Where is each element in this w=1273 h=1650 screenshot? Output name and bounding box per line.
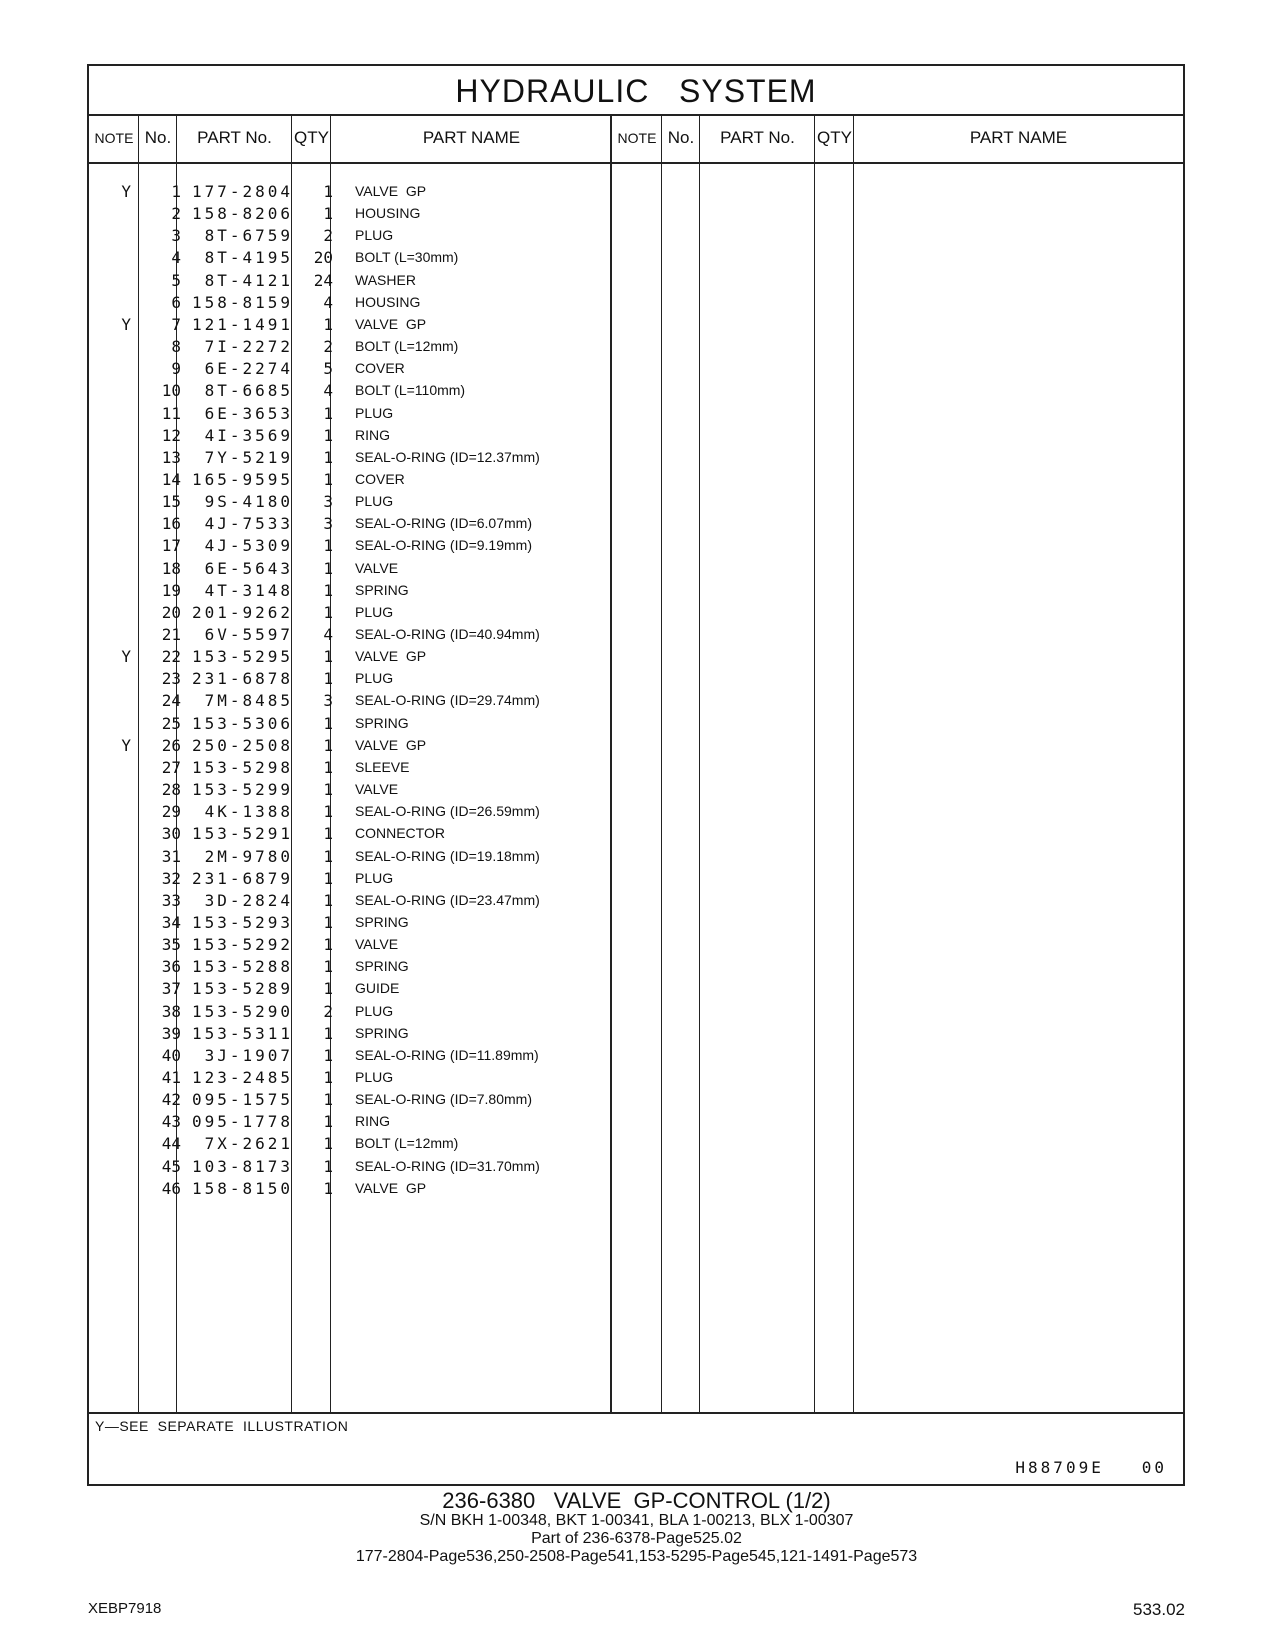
row-part-number: 250-2508: [191, 735, 293, 755]
row-part-name: BOLT (L=110mm): [355, 382, 466, 399]
row-part-name: BOLT (L=30mm): [355, 249, 459, 266]
row-quantity: 1: [323, 935, 333, 955]
row-quantity: 3: [323, 514, 333, 534]
row-quantity: 1: [323, 447, 333, 467]
row-part-name: SPRING: [355, 1024, 409, 1041]
table-row: [89, 534, 1183, 557]
row-number: 45: [161, 1156, 181, 1176]
row-number: 8: [171, 337, 181, 357]
row-number: 38: [161, 1001, 181, 1021]
row-part-number: 8T-6685: [204, 381, 293, 401]
row-part-name: VALVE: [355, 559, 399, 576]
row-quantity: 1: [323, 979, 333, 999]
row-quantity: 1: [323, 425, 333, 445]
table-row: [89, 623, 1183, 646]
row-quantity: 1: [323, 669, 333, 689]
row-quantity: 1: [323, 602, 333, 622]
table-row: [89, 933, 1183, 956]
table-row: [89, 313, 1183, 336]
table-row: [89, 202, 1183, 225]
header-part-no-right: PART No.: [720, 128, 795, 147]
header-no-left: No.: [144, 128, 172, 147]
row-number: 13: [161, 447, 181, 467]
row-part-number: 4K-1388: [204, 802, 293, 822]
row-part-name: SEAL-O-RING (ID=31.70mm): [355, 1157, 540, 1174]
page-title: HYDRAULIC SYSTEM: [89, 66, 1183, 116]
row-part-name: BOLT (L=12mm): [355, 1135, 459, 1152]
table-row: [89, 224, 1183, 247]
row-quantity: 4: [323, 625, 333, 644]
row-quantity: 1: [323, 182, 333, 201]
caption-title: 236-6380 VALVE GP-CONTROL (1/2): [442, 1488, 831, 1513]
row-number: 30: [161, 824, 181, 844]
table-row: [89, 911, 1183, 934]
table-row: [89, 402, 1183, 425]
table-row: [89, 1088, 1183, 1111]
row-part-name: VALVE: [355, 781, 399, 798]
table-row: [89, 1155, 1183, 1178]
table-row: [89, 1132, 1183, 1155]
row-part-number: 4J-7533: [204, 514, 293, 534]
row-part-number: 4J-5309: [204, 536, 293, 556]
row-quantity: 1: [323, 1068, 333, 1087]
row-number: 9: [171, 359, 181, 379]
row-quantity: 24: [313, 270, 333, 290]
row-part-number: 7I-2272: [204, 337, 293, 357]
row-part-name: PLUG: [355, 670, 394, 687]
table-row: [89, 468, 1183, 491]
drawing-code: H88709E 00: [1015, 1458, 1167, 1477]
row-number: 18: [161, 558, 181, 578]
row-part-number: 6E-5643: [204, 558, 293, 578]
table-row: [89, 1110, 1183, 1133]
row-part-name: SEAL-O-RING (ID=26.59mm): [355, 803, 540, 820]
row-quantity: 1: [323, 1090, 333, 1110]
row-part-name: SPRING: [355, 958, 409, 975]
row-quantity: 5: [323, 359, 333, 379]
row-part-name: PLUG: [355, 603, 394, 620]
row-part-name: SLEEVE: [355, 758, 410, 775]
row-part-name: VALVE GP: [355, 315, 427, 332]
row-quantity: 1: [323, 868, 333, 888]
row-quantity: 1: [323, 1112, 333, 1132]
row-quantity: 1: [323, 713, 333, 733]
table-row: [89, 734, 1183, 757]
table-row: [89, 712, 1183, 735]
row-part-number: 9S-4180: [204, 492, 293, 512]
row-number: 4: [171, 248, 181, 268]
row-number: 10: [161, 381, 181, 401]
row-number: 43: [161, 1112, 181, 1132]
table-header: [89, 114, 1183, 164]
row-part-number: 123-2485: [191, 1068, 293, 1087]
row-part-number: 7Y-5219: [204, 447, 293, 467]
row-number: 17: [161, 536, 181, 556]
row-part-name: HOUSING: [355, 205, 421, 222]
row-number: 16: [161, 514, 181, 534]
table-row: [89, 822, 1183, 845]
table-row: [89, 579, 1183, 602]
caption-references: 177-2804-Page536,250-2508-Page541,153-5295-Page545,121-1491-Page573: [355, 1548, 918, 1565]
row-number: 33: [161, 890, 181, 910]
row-quantity: 4: [323, 381, 333, 401]
row-number: 37: [161, 979, 181, 999]
row-part-number: 8T-6759: [204, 226, 293, 246]
table-row: [89, 601, 1183, 624]
row-number: 28: [161, 780, 181, 800]
row-part-name: SEAL-O-RING (ID=19.18mm): [355, 847, 540, 864]
row-quantity: 1: [323, 780, 333, 800]
row-quantity: 1: [323, 403, 333, 423]
row-number: 40: [161, 1045, 181, 1065]
row-number: 44: [161, 1134, 181, 1154]
row-part-name: VALVE GP: [355, 183, 427, 199]
table-row: [89, 689, 1183, 712]
row-part-number: 4T-3148: [204, 580, 293, 600]
row-number: 27: [161, 757, 181, 777]
header-part-name-right: PART NAME: [969, 128, 1068, 147]
row-part-name: RING: [355, 1113, 390, 1130]
row-quantity: 1: [323, 890, 333, 910]
row-part-name: SEAL-O-RING (ID=23.47mm): [355, 891, 540, 908]
table-row: [89, 1177, 1183, 1200]
row-number: 36: [161, 957, 181, 977]
row-part-name: SEAL-O-RING (ID=9.19mm): [355, 537, 532, 554]
row-number: 12: [161, 425, 181, 445]
table-row: [89, 357, 1183, 380]
row-part-number: 153-5288: [191, 957, 293, 977]
row-note: Y: [121, 647, 131, 667]
row-part-number: 153-5291: [191, 824, 293, 844]
row-number: 14: [161, 469, 181, 489]
row-number: 35: [161, 935, 181, 955]
row-part-name: SEAL-O-RING (ID=11.89mm): [355, 1046, 539, 1063]
caption-serials: S/N BKH 1-00348, BKT 1-00341, BLA 1-00213, BLX 1-00307: [419, 1512, 854, 1529]
row-note: Y: [121, 735, 131, 755]
table-row: [89, 845, 1183, 868]
row-number: 6: [171, 292, 181, 312]
row-part-name: SEAL-O-RING (ID=7.80mm): [355, 1091, 532, 1108]
row-number: 20: [161, 602, 181, 622]
row-part-name: COVER: [355, 360, 405, 377]
row-quantity: 3: [323, 691, 333, 711]
row-quantity: 1: [323, 1178, 333, 1198]
row-number: 15: [161, 492, 181, 512]
footnote: Y—SEE SEPARATE ILLUSTRATION: [95, 1418, 349, 1434]
row-number: 46: [161, 1178, 181, 1198]
row-part-name: BOLT (L=12mm): [355, 338, 459, 355]
row-part-name: PLUG: [355, 227, 394, 244]
row-part-name: RING: [355, 426, 390, 443]
header-part-name-left: PART NAME: [422, 128, 521, 147]
row-number: 41: [161, 1068, 181, 1087]
table-row: [89, 246, 1183, 269]
row-part-number: 3D-2824: [204, 890, 293, 910]
row-number: 31: [161, 846, 181, 866]
row-part-number: 4I-3569: [204, 425, 293, 445]
row-part-number: 2M-9780: [204, 846, 293, 866]
row-quantity: 20: [313, 248, 333, 268]
row-quantity: 1: [323, 846, 333, 866]
row-number: 26: [161, 735, 181, 755]
row-quantity: 1: [323, 1045, 333, 1065]
row-quantity: 1: [323, 647, 333, 667]
header-note-right: NOTE: [617, 130, 657, 146]
caption-part-of: Part of 236-6378-Page525.02: [531, 1530, 742, 1547]
row-number: 29: [161, 802, 181, 822]
row-part-name: SPRING: [355, 913, 409, 930]
row-part-number: 103-8173: [191, 1156, 293, 1176]
row-part-number: 153-5293: [191, 912, 293, 932]
row-quantity: 2: [323, 1001, 333, 1021]
row-part-number: 153-5298: [191, 757, 293, 777]
row-part-number: 8T-4121: [204, 270, 293, 290]
row-part-number: 3J-1907: [204, 1045, 293, 1065]
table-row: [89, 512, 1183, 535]
row-part-name: SEAL-O-RING (ID=6.07mm): [355, 515, 532, 532]
table-row: [89, 977, 1183, 1000]
row-part-number: 231-6879: [191, 868, 293, 888]
row-part-number: 6E-2274: [204, 359, 293, 379]
table-row: [89, 446, 1183, 469]
row-part-number: 153-5306: [191, 713, 293, 733]
row-part-number: 158-8206: [191, 204, 293, 224]
row-part-name: CONNECTOR: [355, 825, 445, 842]
row-quantity: 1: [323, 558, 333, 578]
row-number: 42: [161, 1090, 181, 1110]
table-row: [89, 1022, 1183, 1045]
row-part-number: 158-8159: [191, 292, 293, 312]
row-number: 7: [171, 314, 181, 334]
row-part-name: PLUG: [355, 1069, 394, 1085]
row-part-name: SPRING: [355, 581, 409, 598]
table-row: [89, 335, 1183, 358]
header-no-right: No.: [667, 128, 695, 147]
table-row: [89, 867, 1183, 890]
row-part-number: 153-5311: [191, 1023, 293, 1043]
table-row: [89, 955, 1183, 978]
row-part-name: GUIDE: [355, 980, 400, 997]
row-part-number: 095-1575: [191, 1090, 293, 1110]
row-number: 19: [161, 580, 181, 600]
row-part-number: 153-5295: [191, 647, 293, 667]
row-part-number: 201-9262: [191, 602, 293, 622]
row-note: Y: [121, 314, 131, 334]
row-number: 1: [171, 182, 181, 201]
row-quantity: 1: [323, 802, 333, 822]
row-part-name: PLUG: [355, 869, 394, 886]
row-part-number: 165-9595: [191, 469, 293, 489]
header-qty-left: QTY: [294, 128, 329, 147]
row-part-name: HOUSING: [355, 293, 421, 310]
row-number: 3: [171, 226, 181, 246]
row-quantity: 3: [323, 492, 333, 512]
row-quantity: 1: [323, 1134, 333, 1154]
row-part-number: 7X-2621: [204, 1134, 293, 1154]
table-row: [89, 490, 1183, 513]
row-quantity: 1: [323, 580, 333, 600]
row-part-number: 6V-5597: [204, 625, 293, 644]
row-part-name: COVER: [355, 470, 405, 487]
table-row: [89, 180, 1183, 203]
row-quantity: 1: [323, 1156, 333, 1176]
row-quantity: 1: [323, 912, 333, 932]
row-part-number: 231-6878: [191, 669, 293, 689]
row-part-name: SEAL-O-RING (ID=12.37mm): [355, 448, 540, 465]
row-number: 24: [161, 691, 181, 711]
row-part-name: WASHER: [355, 271, 416, 288]
row-part-number: 153-5290: [191, 1001, 293, 1021]
table-row: [89, 424, 1183, 447]
caption-block: [0, 1490, 1273, 1566]
row-note: Y: [121, 182, 131, 201]
row-number: 23: [161, 669, 181, 689]
row-part-number: 121-1491: [191, 314, 293, 334]
row-quantity: 1: [323, 314, 333, 334]
page-number: 533.02: [1133, 1600, 1185, 1619]
table-row: [89, 269, 1183, 292]
row-part-number: 095-1778: [191, 1112, 293, 1132]
row-part-name: PLUG: [355, 493, 394, 510]
header-qty-right: QTY: [817, 128, 852, 147]
table-row: [89, 1000, 1183, 1023]
row-quantity: 1: [323, 469, 333, 489]
header-part-no-left: PART No.: [197, 128, 272, 147]
table-row: [89, 667, 1183, 690]
row-number: 2: [171, 204, 181, 224]
header-note-left: NOTE: [94, 130, 134, 146]
footer-divider: [89, 1412, 1183, 1414]
row-part-name: SPRING: [355, 714, 409, 731]
table-row: [89, 889, 1183, 912]
row-part-number: 6E-3653: [204, 403, 293, 423]
row-part-number: 8T-4195: [204, 248, 293, 268]
row-part-name: SEAL-O-RING (ID=29.74mm): [355, 692, 540, 709]
parts-table-frame: [87, 64, 1185, 1486]
row-quantity: 1: [323, 957, 333, 977]
row-quantity: 1: [323, 1023, 333, 1043]
table-row: [89, 291, 1183, 314]
row-part-number: 158-8150: [191, 1178, 293, 1198]
row-quantity: 1: [323, 757, 333, 777]
row-part-number: 153-5289: [191, 979, 293, 999]
row-number: 22: [161, 647, 181, 667]
row-part-name: VALVE GP: [355, 736, 427, 753]
row-part-name: PLUG: [355, 404, 394, 421]
table-row: [89, 1044, 1183, 1067]
row-part-name: VALVE: [355, 936, 399, 953]
table-row: [89, 557, 1183, 580]
row-quantity: 2: [323, 337, 333, 357]
row-number: 34: [161, 912, 181, 932]
row-quantity: 1: [323, 735, 333, 755]
row-quantity: 1: [323, 536, 333, 556]
row-number: 25: [161, 713, 181, 733]
table-row: [89, 645, 1183, 668]
row-part-number: 7M-8485: [204, 691, 293, 711]
row-number: 32: [161, 868, 181, 888]
document-id: XEBP7918: [88, 1600, 162, 1617]
row-part-number: 153-5292: [191, 935, 293, 955]
row-quantity: 2: [323, 226, 333, 246]
table-row: [89, 778, 1183, 801]
row-number: 5: [171, 270, 181, 290]
row-part-name: VALVE GP: [355, 1179, 427, 1196]
row-part-number: 153-5299: [191, 780, 293, 800]
table-row: [89, 1066, 1183, 1089]
row-quantity: 4: [323, 292, 333, 312]
row-part-name: VALVE GP: [355, 648, 427, 665]
row-number: 11: [161, 403, 181, 423]
table-row: [89, 800, 1183, 823]
row-part-name: SEAL-O-RING (ID=40.94mm): [355, 626, 540, 642]
row-quantity: 1: [323, 824, 333, 844]
row-part-name: PLUG: [355, 1002, 394, 1019]
row-number: 39: [161, 1023, 181, 1043]
row-number: 21: [161, 625, 181, 644]
table-row: [89, 756, 1183, 779]
row-quantity: 1: [323, 204, 333, 224]
table-row: [89, 379, 1183, 402]
row-part-number: 177-2804: [191, 182, 293, 201]
